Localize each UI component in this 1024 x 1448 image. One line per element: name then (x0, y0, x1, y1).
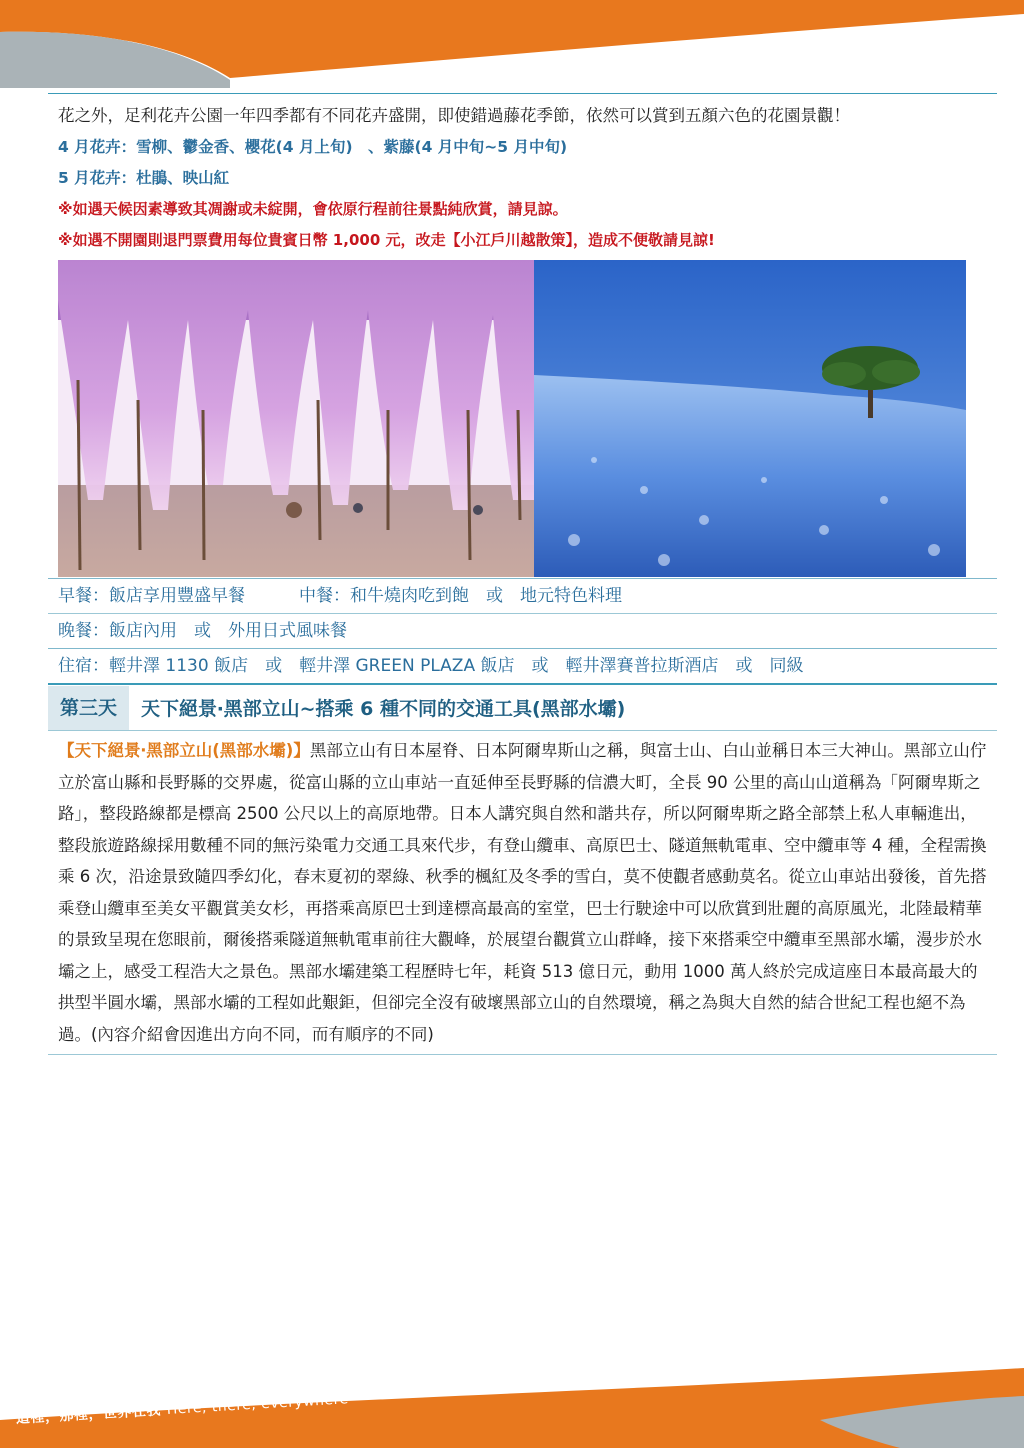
footer-slogan-zh: 這裡，那裡，世界在我 (15, 1402, 162, 1427)
day3-body: 黑部立山有日本屋脊、日本阿爾卑斯山之稱，與富士山、白山並稱日本三大神山。黑部立山佇立於富山縣和長野縣的交界處，從富山縣的立山車站一直延伸至長野縣的信濃大町，全長 90 公里的高山山道稱為「阿爾卑斯之路」，整段路線都是標高 2500 公尺以上的高原地帶。日本人講究與自然和諧共存，所以阿爾卑斯之路全部禁上私人車輛進出，整段旅遊路線採用數種不同的無污染電力交通工具來代步，有登山纜車、高原巴士、隧道無軌電車、空中纜車等 4 種，全程需換乘 6 次，沿途景致隨四季幻化，春末夏初的翠綠、秋季的楓紅及冬季的雪白，莫不使觀者感動莫名。從立山車站出發後，首先搭乘登山纜車至美女平觀賞美女杉，再搭乘高原巴士到達標高最高的室堂，巴士行駛途中可以欣賞到壯麗的高原風光，北陸最精華的景致呈現在您眼前，爾後搭乘隧道無軌電車前往大觀峰，於展望台觀賞立山群峰，接下來搭乘空中纜車至黑部水壩，漫步於水壩之上，感受工程浩大之景色。黑部水壩建築工程歷時七年，耗資 513 億日元，動用 1000 萬人終於完成這座日本最高最大的拱型半圓水壩，黑部水壩的工程如此艱鉅，但卻完全沒有破壞黑部立山的自然環境，稱之為與大自然的結合世紀工程也絕不為過。(內容介紹會因進出方向不同，而有順序的不同) (58, 741, 987, 1044)
meal-row-1 (48, 579, 997, 613)
closure-notice: ※如遇不開園則退門票費用每位貴賓日幣 1,000 元，改走【小江戶川越散策】，造成不便敬請見諒! (58, 231, 715, 249)
footer-slogan-en: Here, there, everywhere (166, 1391, 350, 1419)
weather-notice: ※如遇天候因素導致其凋謝或未綻開，會依原行程前往景點純欣賞，請見諒。 (58, 200, 568, 218)
day3-description (48, 731, 997, 1055)
header-slogan-en: Here, there, everywhere (827, 25, 1011, 52)
footer-banner (0, 1360, 1024, 1448)
wisteria-photo (58, 260, 534, 577)
hotel-row (48, 648, 997, 685)
nemophila-photo (534, 260, 966, 577)
lunch-text: 中餐：和牛燒肉吃到飽 或 地元特色料理 (299, 586, 622, 606)
day3-heading (48, 685, 997, 731)
day3-highlight: 【天下絕景‧黑部立山(黑部水壩)】 (58, 741, 310, 760)
header-banner (0, 0, 1024, 92)
breakfast-text: 早餐：飯店享用豐盛早餐 (58, 586, 245, 606)
day3-title: 天下絕景‧黑部立山~搭乘 6 種不同的交通工具(黑部水壩) (141, 698, 626, 720)
hotel-text: 住宿：輕井澤 1130 飯店 或 輕井澤 GREEN PLAZA 飯店 或 輕井澤賽普拉斯酒店 或 同級 (58, 656, 804, 676)
april-flowers: 4 月花卉：雪柳、鬱金香、櫻花(4 月上旬) 、紫藤(4 月中旬~5 月中旬) (58, 138, 568, 156)
meal-row-2 (48, 613, 997, 648)
meals-section (48, 578, 997, 648)
header-slogan-zh: 這裡，那裡，世界在我 (677, 35, 823, 60)
page-content (48, 93, 997, 1055)
intro-paragraph: 花之外，足利花卉公園一年四季都有不同花卉盛開，即使錯過藤花季節，依然可以賞到五顏六色的花園景觀！ (58, 106, 850, 125)
may-flowers: 5 月花卉：杜鵑、映山紅 (58, 169, 230, 187)
dinner-text: 晚餐：飯店內用 或 外用日式風味餐 (58, 621, 347, 641)
photo-row (58, 260, 997, 577)
day3-label: 第三天 (48, 686, 129, 730)
